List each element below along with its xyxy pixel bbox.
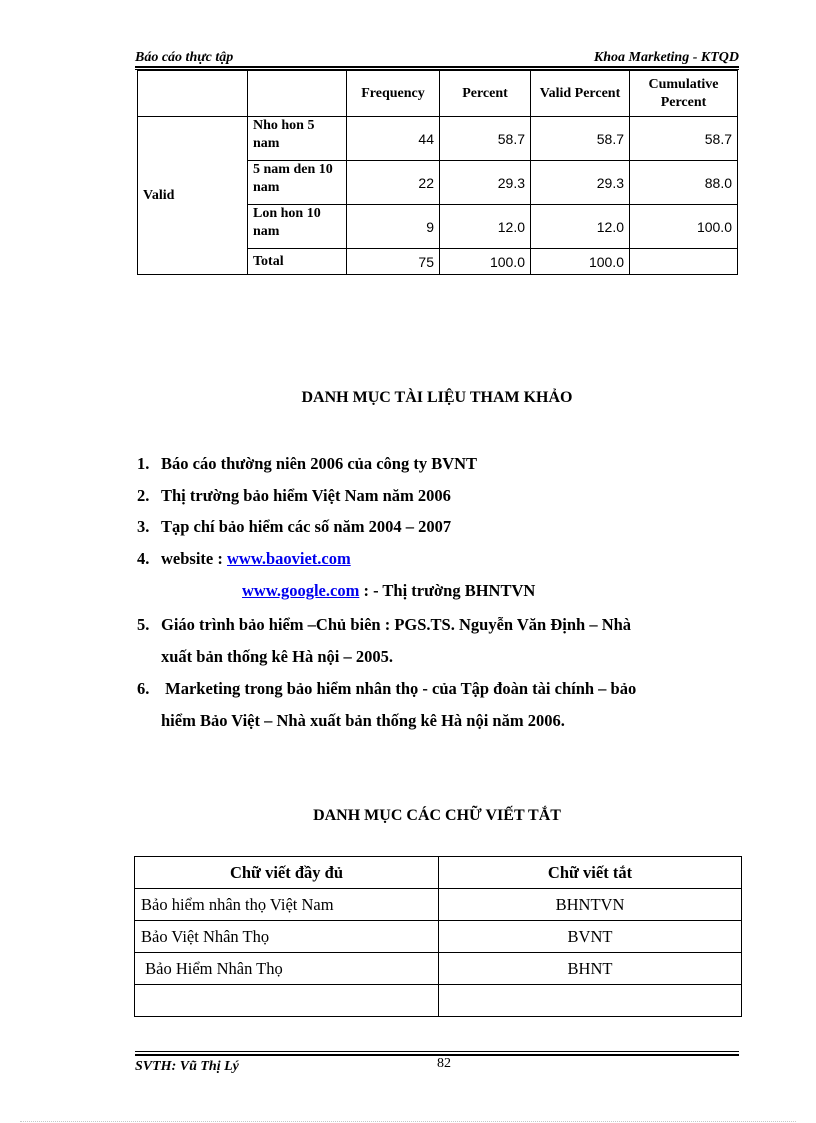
reference-text: xuất bản thống kê Hà nội – 2005. [161,647,393,666]
reference-item [137,517,737,537]
cell-frequency: 22 [347,161,440,205]
reference-number: 4. [137,549,150,568]
reference-text: Báo cáo thường niên 2006 của công ty BVNT [161,454,478,473]
reference-item [137,454,737,474]
reference-item-continued [137,647,737,667]
reference-text: Giáo trình bảo hiểm –Chủ biên : PGS.TS. Nguyễn Văn Định – Nhà [161,615,632,634]
col-header-full-term: Chữ viết đầy đủ [135,857,439,889]
references-title: DANH MỤC TÀI LIỆU THAM KHẢO [301,389,573,406]
col-header-percent: Percent [440,71,531,117]
reference-item-continued [242,581,742,601]
full-term-cell [135,985,439,1017]
cell-cumulative: 58.7 [630,117,738,161]
reference-number: 2. [137,486,150,505]
full-term-cell: Bảo hiểm nhân thọ Việt Nam [135,889,439,921]
page-edge [20,1121,796,1122]
cell-percent: 100.0 [440,249,531,275]
cell-percent: 58.7 [440,117,531,161]
row-group-label: Valid [138,117,248,275]
col-header-frequency: Frequency [347,71,440,117]
row-label: Lon hon 10 nam [248,205,347,249]
cell-frequency: 44 [347,117,440,161]
reference-item-continued [137,711,737,731]
col-header-valid-percent: Valid Percent [531,71,630,117]
reference-item [137,486,737,506]
cell-valid-percent: 100.0 [531,249,630,275]
row-label: 5 nam den 10 nam [248,161,347,205]
frequency-table [137,70,738,275]
table-row [135,921,742,953]
cell-frequency: 9 [347,205,440,249]
cell-valid-percent: 12.0 [531,205,630,249]
reference-item [137,615,737,635]
reference-website-label: website : [161,549,227,568]
cell-cumulative [630,249,738,275]
abbreviation-cell: BHNT [439,953,742,985]
table-row [138,117,738,161]
footer-author: SVTH: Vũ Thị Lý [135,1059,239,1074]
abbreviation-cell: BHNTVN [439,889,742,921]
empty-header-cell [138,71,248,117]
table-row-empty [135,985,742,1017]
link-google[interactable]: www.google.com [242,581,360,600]
full-term-cell: Bảo Hiểm Nhân Thọ [135,953,439,985]
reference-item [137,549,737,569]
cell-percent: 12.0 [440,205,531,249]
link-baoviet[interactable]: www.baoviet.com [226,549,351,568]
abbreviation-cell: BVNT [439,921,742,953]
cell-valid-percent: 58.7 [531,117,630,161]
row-label: Nho hon 5 nam [248,117,347,161]
page-number: 82 [437,1056,451,1071]
reference-number: 5. [137,615,150,634]
header-report-title: Báo cáo thực tập [135,50,234,65]
header-rule [135,66,739,68]
table-row [135,889,742,921]
cell-valid-percent: 29.3 [531,161,630,205]
cell-frequency: 75 [347,249,440,275]
reference-text: Marketing trong bảo hiểm nhân thọ - của Tập đoàn tài chính – bảo [161,679,637,698]
col-header-cumulative-percent: Cumulative Percent [630,71,738,117]
abbreviations-title: DANH MỤC CÁC CHỮ VIẾT TẮT [313,807,561,824]
cell-cumulative: 88.0 [630,161,738,205]
cell-percent: 29.3 [440,161,531,205]
reference-text: Tạp chí bảo hiểm các số năm 2004 – 2007 [161,517,452,536]
reference-item [137,679,737,699]
col-header-abbreviation: Chữ viết tắt [439,857,742,889]
table-header-row [135,857,742,889]
abbreviations-table [134,856,742,1017]
page-header [135,48,739,66]
reference-number: 3. [137,517,150,536]
full-term-cell: Bảo Việt Nhân Thọ [135,921,439,953]
reference-text: hiểm Bảo Việt – Nhà xuất bản thống kê Hà nội năm 2006. [161,711,565,730]
reference-number: 6. [137,679,150,698]
cell-cumulative: 100.0 [630,205,738,249]
footer-rule-thin [135,1051,739,1052]
abbreviation-cell [439,985,742,1017]
empty-header-cell [248,71,347,117]
reference-number: 1. [137,454,150,473]
table-row [135,953,742,985]
reference-text: Thị trường bảo hiểm Việt Nam năm 2006 [161,486,451,505]
row-label: Total [248,249,347,275]
reference-text: : - Thị trường BHNTVN [359,581,536,600]
table-header-row [138,71,738,117]
header-faculty: Khoa Marketing - KTQD [593,50,739,65]
